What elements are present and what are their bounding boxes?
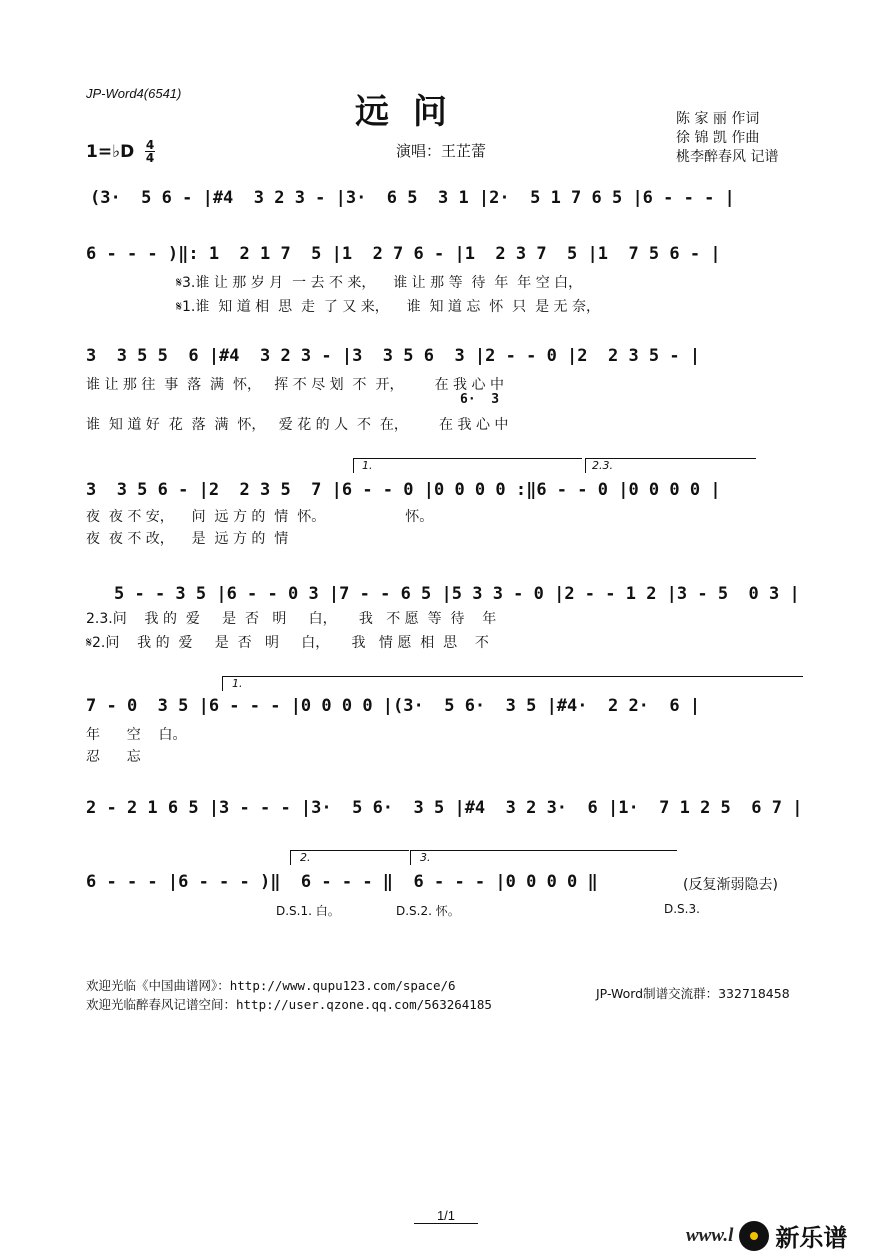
lyric-row-3-verse-b: 谁 知 道 好 花 落 满 怀， 爱 花 的 人 不 在， 在 我 心 中 (86, 417, 509, 433)
song-title: 远 问 (355, 92, 453, 132)
volta-3-label: 3. (420, 851, 431, 864)
software-label: JP-Word4(6541) (86, 86, 182, 101)
volta-2-label: 2. (300, 851, 311, 864)
site-logo (686, 1218, 847, 1253)
ds3-marker: D.S.3. (664, 902, 700, 916)
page-number: 1/1 (414, 1208, 478, 1224)
footer-links (86, 976, 492, 1014)
volta-1-bracket (353, 458, 582, 473)
footer-link-qzone[interactable]: 欢迎光临醉春风记谱空间：http://user.qzone.qq.com/563264185 (86, 997, 492, 1012)
credits (676, 110, 778, 167)
ds2-marker: D.S.2. 怀。 (396, 904, 460, 918)
time-signature: 4 4 (145, 138, 155, 165)
lyric-row-2-verse-3: 𝄋3.谁 让 那 岁 月 一 去 不 来， 谁 让 那 等 待 年 年 空 白， (176, 275, 583, 291)
score-row-7: 2 - 2 1 6 5 |3 - - - |3· 5 6· 3 5 |#4 3 2 3· 6 |1· 7 1 2 5 6 7 | (86, 798, 803, 818)
composer: 徐 锦 凯 作曲 (676, 130, 760, 146)
lyricist: 陈 家 丽 作词 (676, 111, 760, 127)
lyric-row-6-verse-b: 忍 忘 (86, 749, 141, 765)
score-row-4: 3 3 5 6 - |2 2 3 5 7 |6 - - 0 |0 0 0 0 :‖6 - - 0 |0 0 0 0 | (86, 480, 721, 500)
lyric-row-4-verse-b: 夜 夜 不 改， 是 远 方 的 情 (86, 531, 289, 547)
volta-3-bracket (410, 850, 677, 865)
record-disc-icon (739, 1221, 769, 1251)
lyric-row-5-verse-2: 𝄋2.问 我 的 爱 是 否 明 白， 我 情 愿 相 思 不 (86, 635, 489, 651)
footer-group: JP-Word制谱交流群：332718458 (596, 986, 790, 1001)
inner-voice-notes: 6· 3 (460, 392, 500, 407)
score-row-8: 6 - - - |6 - - - )‖ 6 - - - ‖ 6 - - - |0 0 0 0 ‖ (86, 872, 598, 892)
lyric-row-5-verse-23: 2.3.问 我 的 爱 是 否 明 白， 我 不 愿 等 待 年 (86, 611, 497, 627)
logo-brand: 新乐谱 (775, 1224, 848, 1252)
score-row-5: 5 - - 3 5 |6 - - 0 3 |7 - - 6 5 |5 3 3 - 0 |2 - - 1 2 |3 - 5 0 3 | (114, 584, 800, 604)
lyric-row-4-verse-a: 夜 夜 不 安， 问 远 方 的 情 怀。 怀。 (86, 509, 434, 525)
key-signature: 1=♭D (86, 142, 135, 162)
volta-1b-label: 1. (232, 677, 243, 690)
footer-link-qupu[interactable]: 欢迎光临《中国曲谱网》：http://www.qupu123.com/space/6 (86, 978, 456, 993)
logo-url-fragment: www.l (686, 1224, 734, 1246)
score-row-6: 7 - 0 3 5 |6 - - - |0 0 0 0 |(3· 5 6· 3 5 |#4· 2 2· 6 | (86, 696, 701, 716)
volta-1-label: 1. (362, 459, 373, 472)
volta-23-label: 2.3. (592, 459, 613, 472)
lyric-row-3-verse-a: 谁 让 那 往 事 落 满 怀， 挥 不 尽 划 不 开， 在 我 心 中 (86, 377, 504, 393)
lyric-row-6-verse-a: 年 空 白。 (86, 727, 187, 743)
singer: 演唱：王芷蕾 (396, 142, 487, 160)
volta-1b-bracket (222, 676, 803, 691)
repeat-fade-note: (反复渐弱隐去) (683, 877, 778, 893)
score-row-2: 6 - - - )‖: 1 2 1 7 5 |1 2 7 6 - |1 2 3 7 5 |1 7 5 6 - | (86, 244, 721, 264)
score-row-3: 3 3 5 5 6 |#4 3 2 3 - |3 3 5 6 3 |2 - - 0 |2 2 3 5 - | (86, 346, 701, 366)
transcriber: 桃李醉春风 记谱 (676, 149, 779, 165)
score-row-1: (3· 5 6 - |#4 3 2 3 - |3· 6 5 3 1 |2· 5 1 7 6 5 |6 - - - | (90, 188, 735, 208)
ds1-marker: D.S.1. 白。 (276, 904, 340, 918)
lyric-row-2-verse-1: 𝄋1.谁 知 道 相 思 走 了 又 来， 谁 知 道 忘 怀 只 是 无 奈， (176, 299, 600, 315)
